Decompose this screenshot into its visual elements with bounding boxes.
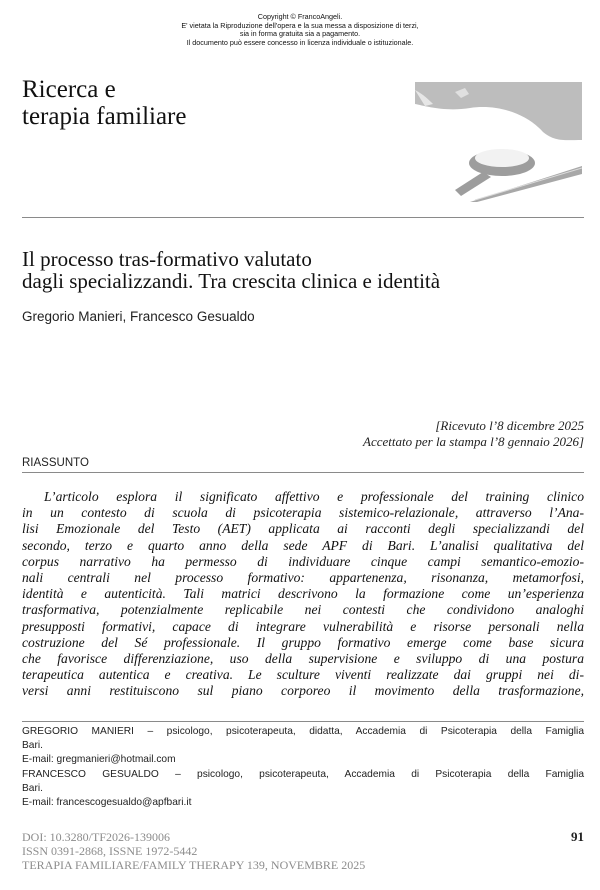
submission-dates	[363, 418, 584, 450]
author-affiliation-cont: Bari.	[22, 740, 43, 752]
footnote-divider	[22, 721, 584, 722]
abstract-line: secondo, terzo e quarto anno della sede APF di Bari. L’analisi qualitativa del	[22, 537, 584, 553]
journal-issue: TERAPIA FAMILIARE/FAMILY THERAPY 139, NOVEMBRE 2025	[22, 858, 366, 872]
author-email: E-mail: francescogesualdo@apfbari.it	[22, 797, 192, 809]
author-email: E-mail: gregmanieri@hotmail.com	[22, 754, 176, 766]
abstract-line: presupposti formativi, capace di integrare vulnerabilità e risorse personali nella	[22, 618, 584, 634]
article-title-line: dagli specializzandi. Tra crescita clinica e identità	[22, 269, 441, 293]
article-authors: Gregorio Manieri, Francesco Gesualdo	[22, 309, 255, 324]
copyright-line: Copyright © FrancoAngeli.	[257, 12, 343, 21]
abstract-line: terapeutica autentica e creativa. Le sculture viventi realizzate dai gruppi nei di-	[22, 667, 584, 683]
abstract-line: che favorisce differenziazione, uso della supervisione e sviluppo di una postura	[22, 651, 584, 667]
received-date: [Ricevuto l’8 dicembre 2025	[435, 418, 584, 433]
page-footer	[22, 830, 365, 872]
author-affiliation-cont: Bari.	[22, 782, 43, 794]
author-footnotes	[22, 725, 584, 810]
abstract-line: trasformativa, potenzialmente replicabile nei contesti che condividono analoghi	[22, 602, 584, 618]
abstract-heading: RIASSUNTO	[22, 457, 89, 469]
doi: DOI: 10.3280/TF2026-139006	[22, 830, 170, 844]
abstract-heading-divider	[22, 472, 584, 473]
abstract-line: nali centrali nel processo formativo: appartenenza, risonanza, metamorfosi,	[22, 570, 584, 586]
section-header-line: Ricerca e	[22, 76, 116, 103]
article-title-line: Il processo tras-formativo valutato	[22, 247, 312, 271]
abstract-line: identità e autenticità. Tali matrici descrivono la formazione come un’esperienza	[22, 586, 584, 602]
article-title	[22, 248, 440, 292]
copyright-line: E' vietata la Riproduzione dell'opera e la sua messa a disposizione di terzi,	[181, 20, 419, 30]
abstract-line: corpus narrativo ha permesso di individuare cinque campi semantico-emozio-	[22, 553, 584, 569]
accepted-date: Accettato per la stampa l’8 gennaio 2026]	[363, 434, 584, 449]
header-divider	[22, 217, 584, 218]
abstract-body	[22, 489, 584, 700]
magnifying-glass-photo-icon	[415, 82, 582, 202]
abstract-line: versi anni restituiscono sul piano corporeo il movimento della trasformazione,	[22, 683, 584, 699]
page-number: 91	[571, 829, 584, 844]
section-header-line: terapia familiare	[22, 103, 187, 130]
issn: ISSN 0391-2868, ISSNE 1972-5442	[22, 844, 198, 858]
copyright-line: sia in forma gratuita sia a pagamento.	[239, 29, 361, 39]
section-header	[22, 76, 186, 130]
author-affiliation: GREGORIO MANIERI – psicologo, psicoterapeuta, didatta, Accademia di Psicoterapia della Famiglia	[22, 726, 584, 737]
abstract-line: in un contesto di scuola di psicoterapia sistemico-relazionale, attraverso l’Ana-	[22, 505, 584, 521]
abstract-line: L’articolo esplora il significato affettivo e professionale del training clinico	[44, 489, 584, 504]
author-affiliation: FRANCESCO GESUALDO – psicologo, psicoterapeuta, Accademia di Psicoterapia della Famiglia	[22, 768, 584, 780]
abstract-line: costruzione del Sé professionale. Il gruppo formativo emerge come base sicura	[22, 634, 584, 650]
copyright-notice	[0, 13, 600, 47]
abstract-line: lisi Emozionale del Testo (AET) applicata ai racconti degli specializzandi del	[22, 521, 584, 537]
copyright-line: Il documento può essere concesso in licenza individuale o istituzionale.	[186, 37, 414, 47]
